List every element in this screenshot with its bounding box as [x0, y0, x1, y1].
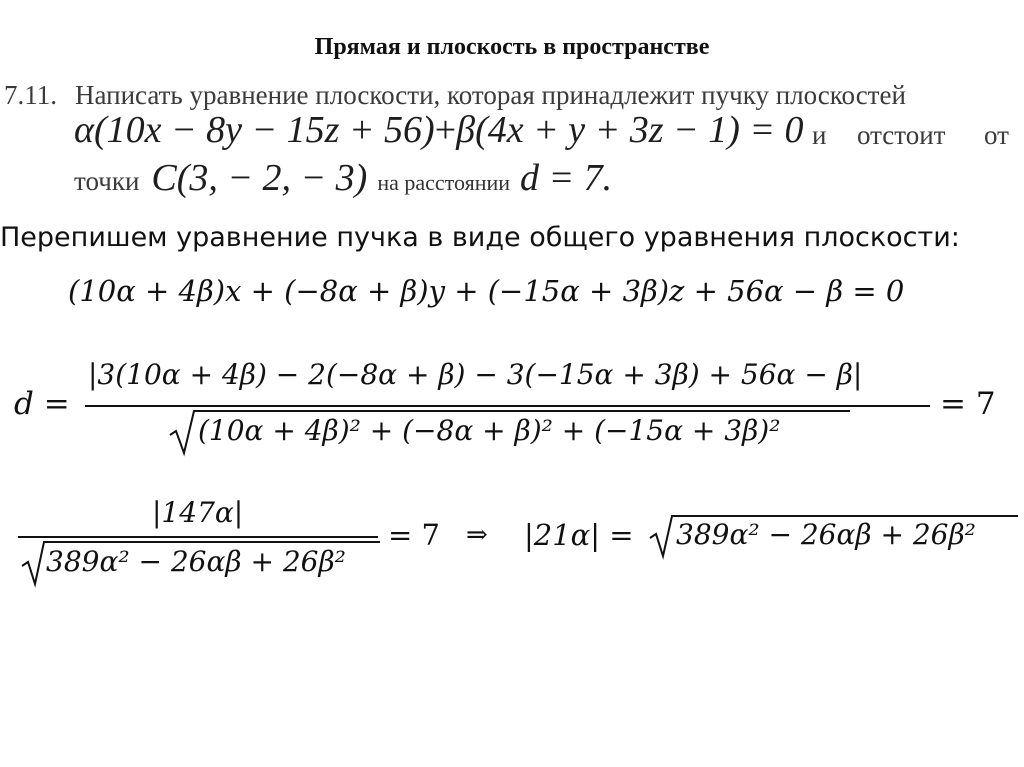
slide-title: Прямая и плоскость в пространстве: [314, 34, 710, 60]
pencil-first-plane: (10x − 8y − 15z + 56): [93, 109, 435, 151]
problem-line-1: [4, 80, 906, 111]
rewrite-heading: Перепишем уравнение пучка в виде общего уравнения плоскости:: [0, 222, 960, 253]
pencil-plus: +: [434, 109, 457, 151]
general-equation: (10α + 4β)x + (−8α + β)y + (−15α + 3β)z + 56α − β = 0: [68, 274, 905, 308]
problem-text-line1: Написать уравнение плоскости, которая принадлежит пучку плоскостей: [75, 80, 906, 110]
distance-value: d = 7.: [520, 157, 613, 199]
distance-lhs: d =: [14, 386, 70, 422]
problem-and: и: [812, 120, 827, 150]
problem-dist-word: отстоит: [857, 120, 946, 150]
pencil-alpha: α: [74, 109, 94, 151]
result-lhs: |21α| =: [524, 518, 634, 552]
problem-number: 7.11.: [4, 80, 57, 110]
point-c: C(3, − 2, − 3): [151, 157, 368, 199]
implies-arrow: ⇒: [466, 520, 488, 550]
pencil-beta: β: [456, 109, 476, 151]
problem-text-point: точки: [74, 166, 140, 196]
problem-line-2: [74, 108, 804, 152]
simplified-numerator: |147α|: [152, 496, 244, 529]
problem-text-at-distance: на расстоянии: [377, 170, 511, 195]
pencil-second-plane: (4x + y + 3z − 1) = 0: [475, 109, 804, 151]
result-radicand: 389α² − 26αβ + 26β²: [676, 518, 976, 551]
simplified-rhs: = 7: [388, 518, 440, 552]
simplified-denominator: 389α² − 26αβ + 26β²: [46, 545, 346, 578]
problem-line-3: [74, 156, 612, 200]
distance-fraction-bar: [85, 405, 930, 407]
distance-rhs: = 7: [940, 386, 996, 422]
distance-denominator: (10α + 4β)² + (−8α + β)² + (−15α + 3β)²: [198, 414, 781, 447]
problem-from-word: от: [984, 120, 1009, 150]
distance-numerator: |3(10α + 4β) − 2(−8α + β) − 3(−15α + 3β) + 56α − β|: [88, 358, 863, 391]
simplified-fraction-bar: [18, 536, 378, 538]
